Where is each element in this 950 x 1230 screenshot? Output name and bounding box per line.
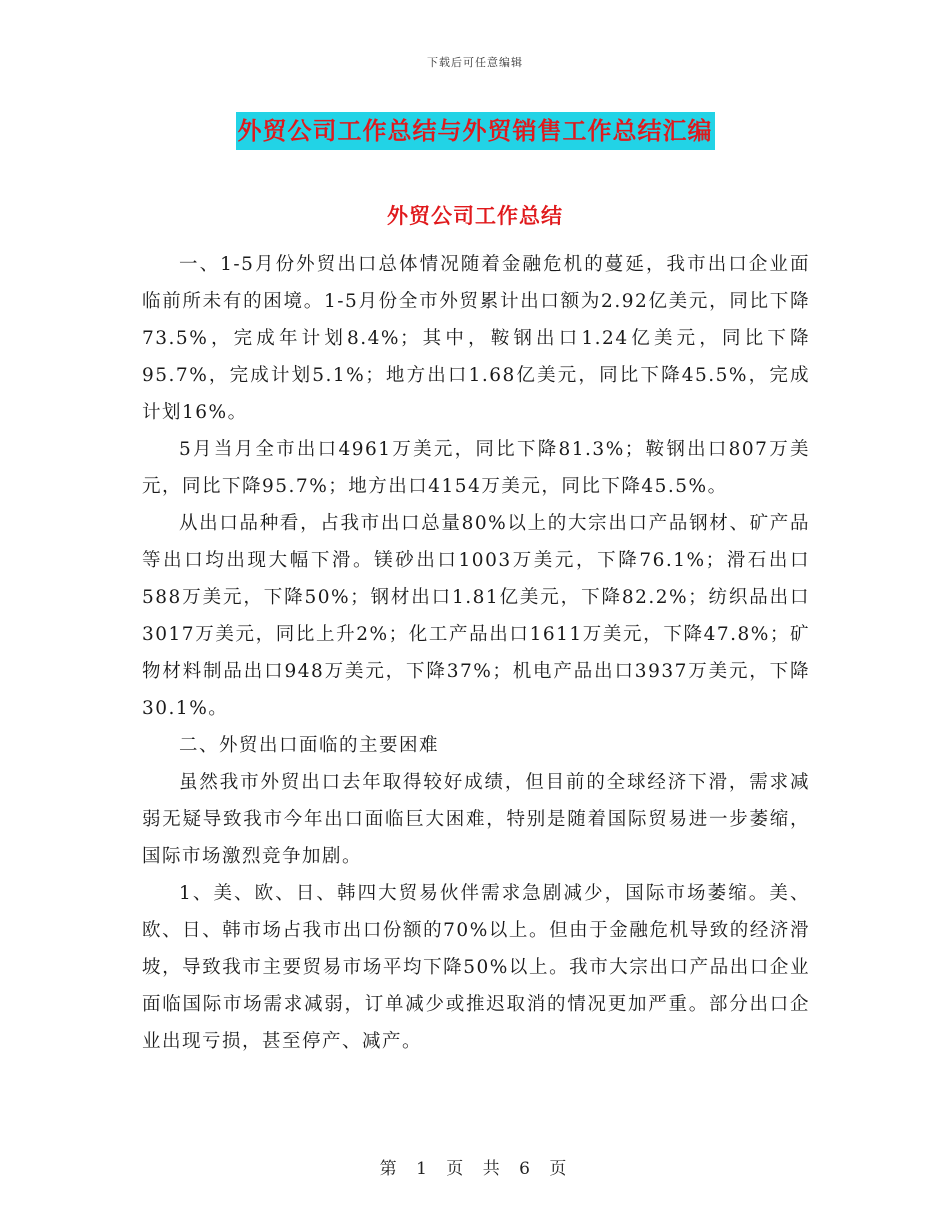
document-body bbox=[142, 246, 810, 1060]
paragraph-1: 一、1-5月份外贸出口总体情况随着金融危机的蔓延，我市出口企业面临前所未有的困境。1-5月份全市外贸累计出口额为2.92亿美元，同比下降73.5%，完成年计划8.4%；其中，鞍钢出口1.24亿美元，同比下降95.7%，完成计划5.1%；地方出口1.68亿美元，同比下降45.5%，完成计划16%。 bbox=[142, 254, 810, 423]
paragraph-3: 从出口品种看，占我市出口总量80%以上的大宗出口产品钢材、矿产品等出口均出现大幅下滑。镁砂出口1003万美元，下降76.1%；滑石出口588万美元，下降50%；钢材出口1.81亿美元，下降82.2%；纺织品出口3017万美元，同比上升2%；化工产品出口1611万美元，下降47.8%；矿物材料制品出口948万美元，下降37%；机电产品出口3937万美元，下降30.1%。 bbox=[142, 513, 810, 719]
paragraph-5: 虽然我市外贸出口去年取得较好成绩，但目前的全球经济下滑，需求减弱无疑导致我市今年出口面临巨大困难，特别是随着国际贸易进一步萎缩，国际市场激烈竞争加剧。 bbox=[142, 772, 810, 867]
document-title: 外贸公司工作总结与外贸销售工作总结汇编 bbox=[236, 112, 715, 150]
paragraph-2: 5月当月全市出口4961万美元，同比下降81.3%；鞍钢出口807万美元，同比下降95.7%；地方出口4154万美元，同比下降45.5%。 bbox=[142, 439, 810, 497]
paragraph-6: 1、美、欧、日、韩四大贸易伙伴需求急剧减少，国际市场萎缩。美、欧、日、韩市场占我市出口份额的70%以上。但由于金融危机导致的经济滑坡，导致我市主要贸易市场平均下降50%以上。我市大宗出口产品出口企业面临国际市场需求减弱，订单减少或推迟取消的情况更加严重。部分出口企业出现亏损，甚至停产、减产。 bbox=[142, 883, 810, 1052]
section-title: 外贸公司工作总结 bbox=[387, 203, 563, 228]
main-title-container bbox=[0, 112, 950, 150]
page-number-footer: 第 1 页 共 6 页 bbox=[379, 1159, 571, 1179]
paragraph-4-heading: 二、外贸出口面临的主要困难 bbox=[179, 735, 440, 756]
header-note: 下载后可任意编辑 bbox=[427, 56, 523, 69]
